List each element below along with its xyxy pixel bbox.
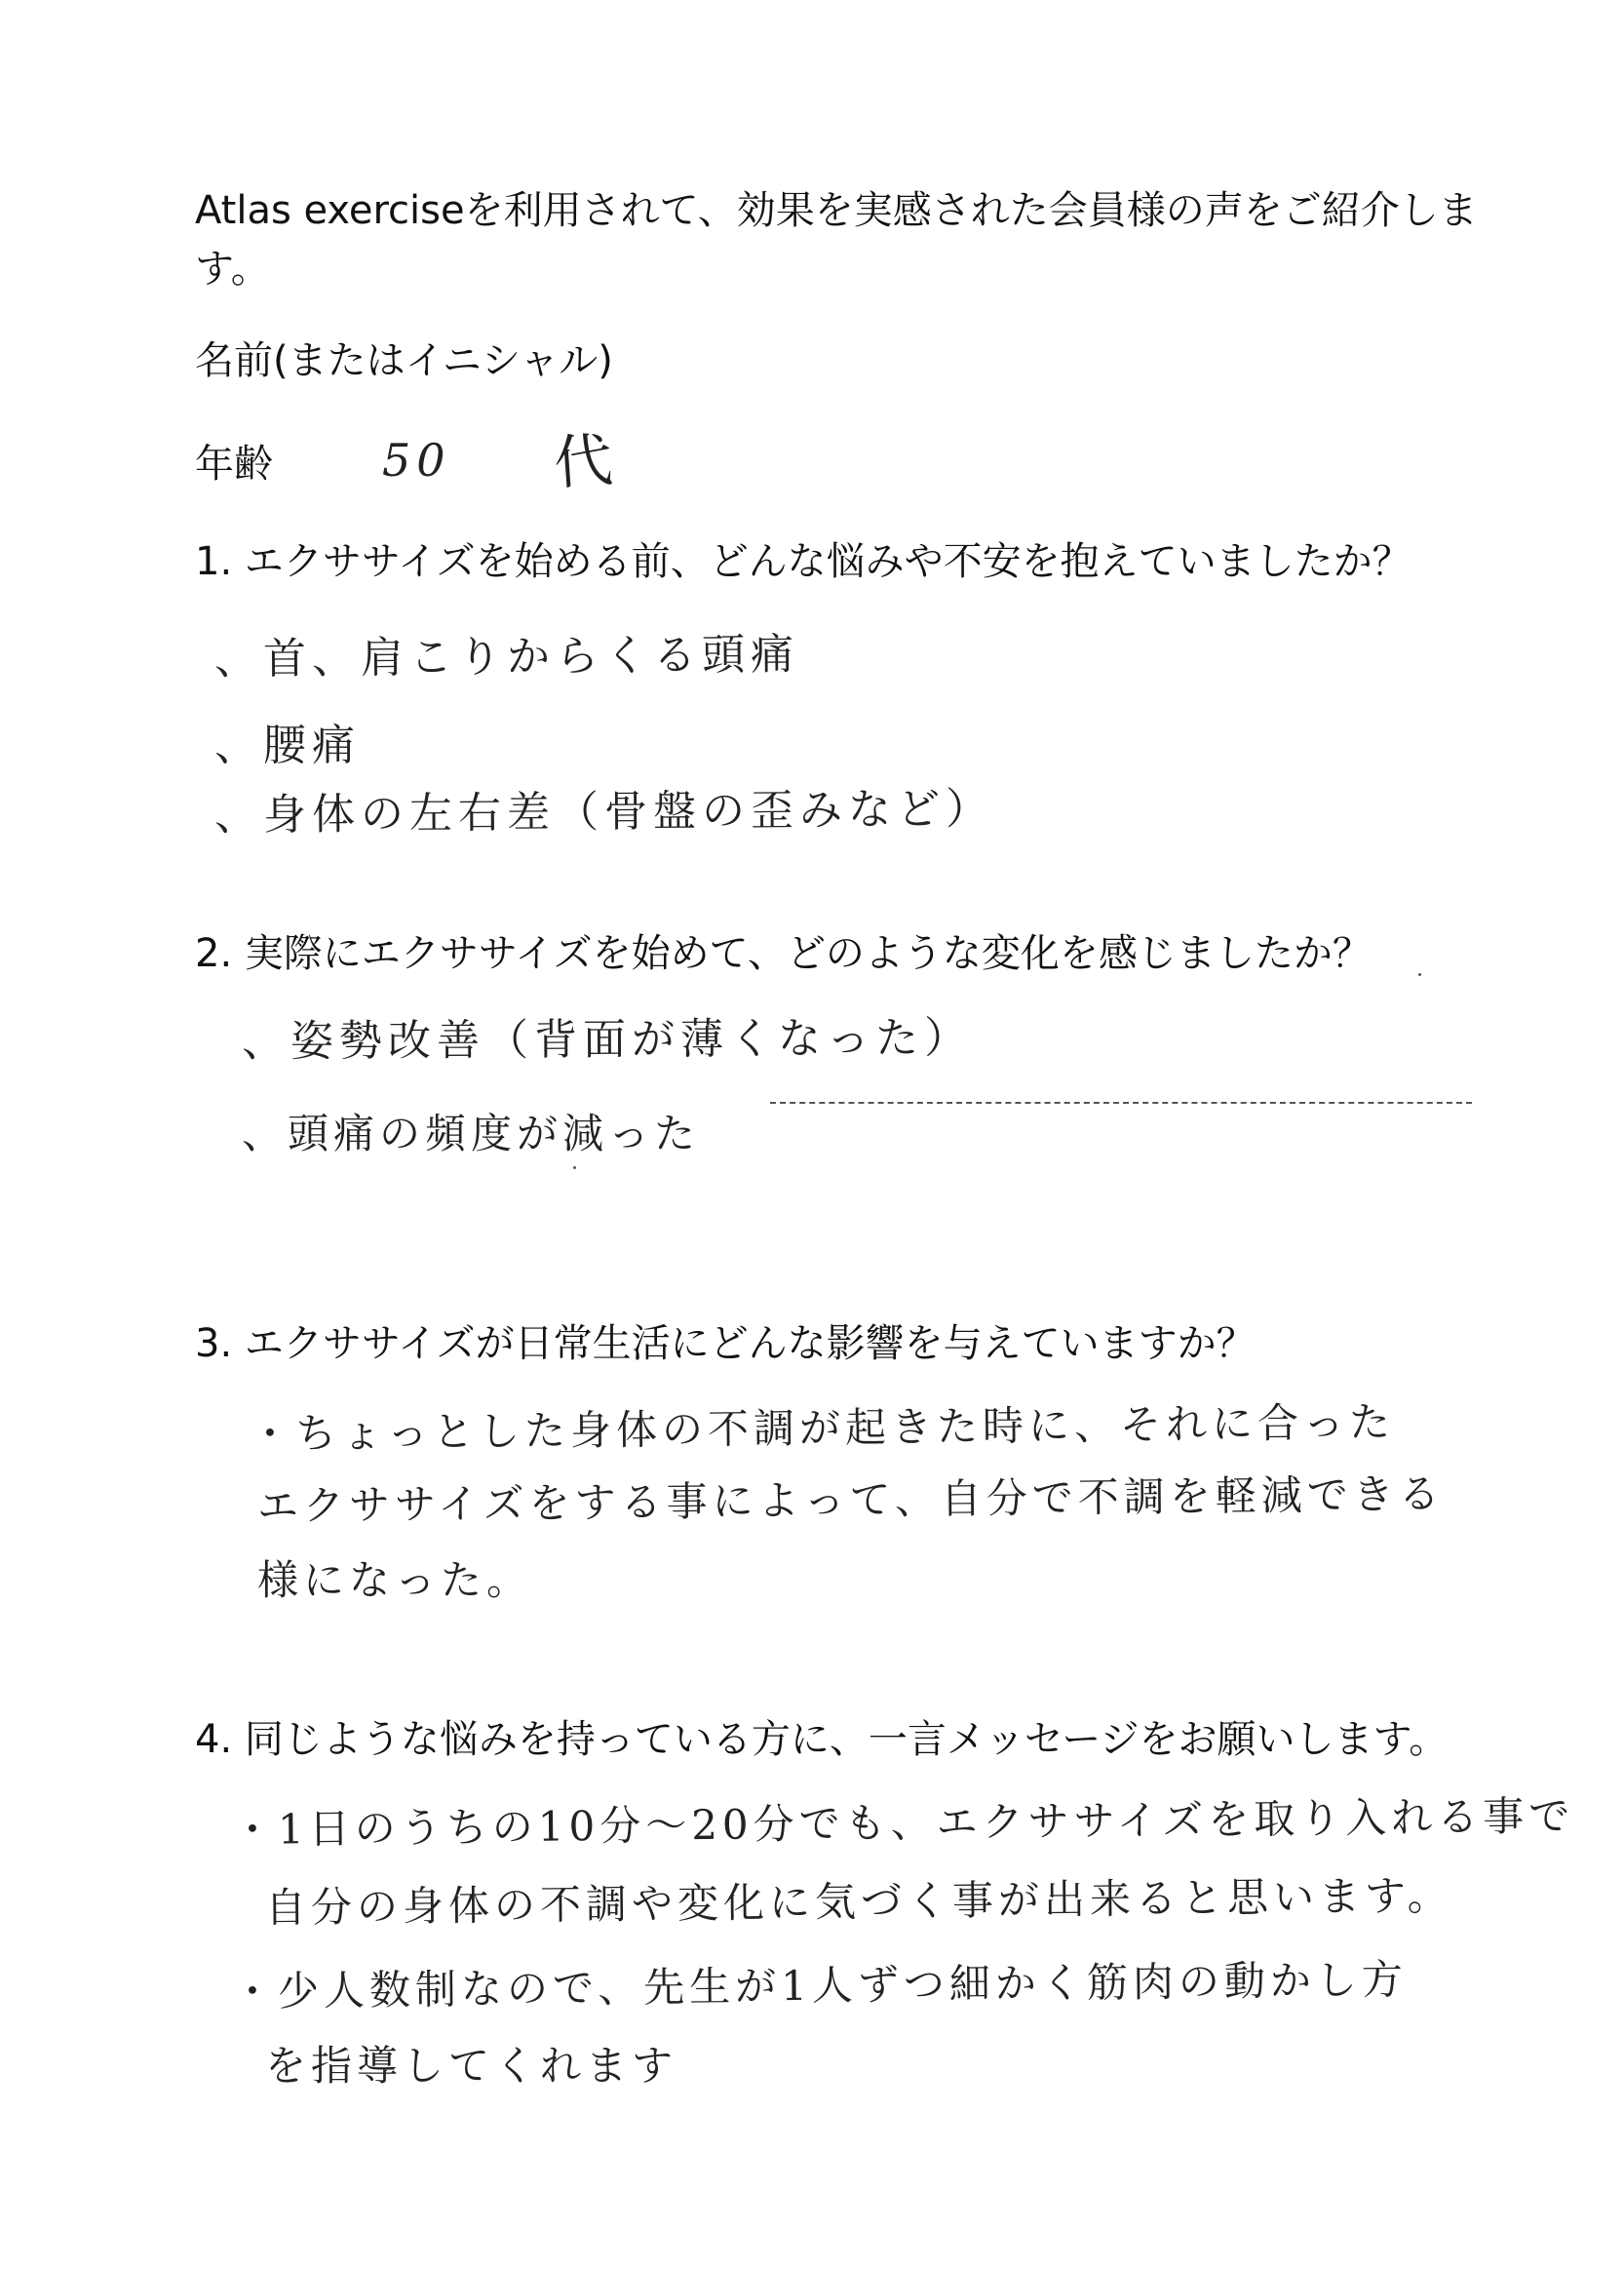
age-value-handwritten: 50 [382,434,451,487]
question-4-answer-line: ・少人数制なので、先生が1人ずつ細かく筋肉の動かし方 [231,1955,1409,2016]
age-suffix-handwritten: 代 [551,425,621,498]
scan-speck [573,1166,576,1169]
question-4-answer-line: を指導してくれます [265,2042,678,2090]
question-1-answer-line: 、腰痛 [214,721,361,770]
question-4-answer-line: ・1日のうちの10分〜20分でも、エクササイズを取り入れる事で [231,1791,1575,1854]
question-3-answer-line: エクササイズをする事によって、自分で不調を軽減できる [256,1469,1446,1530]
scan-speck [1418,973,1421,976]
question-1-answer-line: 、首、肩こりからくる頭痛 [213,629,800,685]
age-label: 年齢 [195,442,273,487]
intro-line-1: Atlas exerciseを利用されて、効果を実感された会員様の声をご紹介しま [195,188,1478,233]
question-2-answer-line: 、姿勢改善（背面が薄くなった） [241,1013,974,1067]
question-1-answer-line: 、身体の左右差（骨盤の歪みなど） [213,784,995,841]
question-4-title: 4. 同じような悩みを持っている方に、一言メッセージをお願いします。 [195,1717,1449,1762]
stray-pen-dash-line [770,1102,1472,1104]
question-3-title: 3. エクササイズが日常生活にどんな影響を与えていますか？ [195,1321,1256,1366]
question-4-answer-line: 自分の身体の不調や変化に気づく事が出来ると思います。 [264,1871,1453,1932]
question-1-title: 1. エクササイズを始める前、どんな悩みや不安を抱えていましたか？ [195,539,1411,584]
intro-line-2: す。 [195,247,270,292]
question-2-title: 2. 実際にエクササイズを始めて、どのような変化を感じましたか？ [195,931,1372,976]
question-2-answer-line: 、頭痛の頻度が減った [242,1110,701,1157]
question-3-answer-line: 様になった。 [257,1556,533,1604]
name-label: 名前(またはイニシャル) [195,338,613,383]
question-3-answer-line: ・ちょっとした身体の不調が起きた時に、それに合った [249,1397,1396,1458]
